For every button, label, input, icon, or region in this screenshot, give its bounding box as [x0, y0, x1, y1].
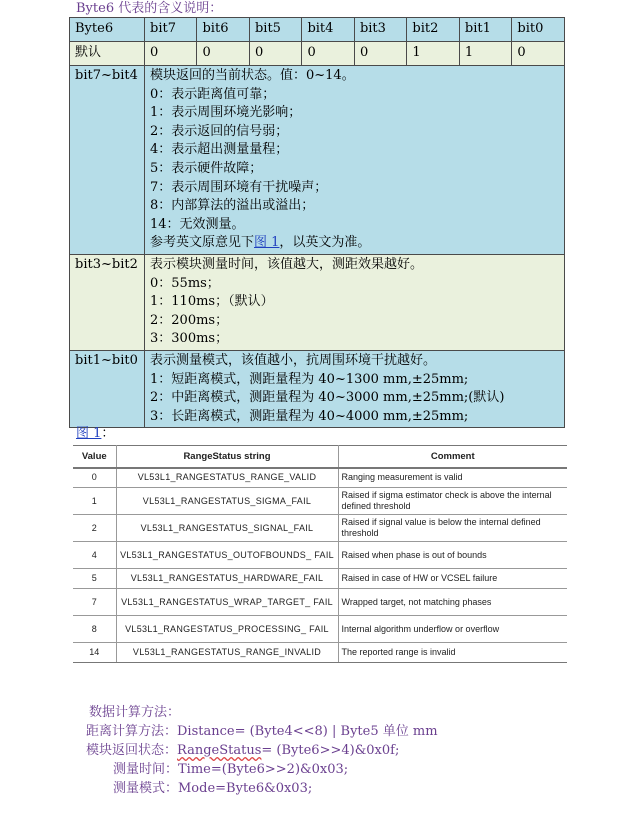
default-cell: 0 [197, 42, 249, 66]
table-row [73, 643, 567, 663]
description-line: 5：表示硬件故障； [150, 160, 263, 176]
description-line: 2：表示返回的信号弱； [150, 123, 289, 139]
status-comment: Wrapped target, not matching phases [338, 589, 567, 616]
description-line: 14：无效测量。 [150, 216, 245, 232]
default-cell: 0 [145, 42, 197, 66]
status-string: VL53L1_RANGESTATUS_RANGE_VALID [116, 468, 338, 488]
reference-suffix: ，以英文为准。 [279, 235, 371, 251]
default-cell: 0 [354, 42, 406, 66]
section-label: bit3~bit2 [70, 254, 145, 350]
default-cell: 0 [512, 42, 565, 66]
header-cell: bit0 [512, 18, 565, 42]
status-formula-suffix: = (Byte6>>4)&0x0f; [261, 743, 400, 758]
status-string: VL53L1_RANGESTATUS_SIGNAL_FAIL [116, 515, 338, 542]
description-line: 1：表示周围环境光影响； [150, 105, 302, 121]
header-cell: bit4 [302, 18, 354, 42]
description-line: 8：内部算法的溢出或溢出； [150, 198, 315, 214]
status-comment: The reported range is invalid [338, 643, 567, 663]
section-bit1-bit0 [70, 350, 565, 427]
status-string: VL53L1_RANGESTATUS_SIGMA_FAIL [116, 488, 338, 515]
status-comment: Raised when phase is out of bounds [338, 542, 567, 569]
table-row [73, 468, 567, 488]
status-comment: Raised if signal value is below the internal defined threshold [338, 515, 567, 542]
table-row [73, 569, 567, 589]
figure-1-label [76, 425, 114, 443]
status-comment: Raised in case of HW or VCSEL failure [338, 569, 567, 589]
default-label-cell: 默认 [70, 42, 145, 66]
section-label: bit7~bit4 [70, 66, 145, 255]
status-value: 4 [73, 542, 116, 569]
status-comment: Ranging measurement is valid [338, 468, 567, 488]
status-string: VL53L1_RANGESTATUS_RANGE_INVALID [116, 643, 338, 663]
description-line: 0：表示距离值可靠； [150, 86, 276, 102]
table-row [73, 488, 567, 515]
description-line: 1：短距离模式，测距量程为 40~1300 mm,±25mm; [150, 371, 469, 387]
range-status-header-row [73, 446, 567, 468]
status-value: 7 [73, 589, 116, 616]
figure-1-link[interactable]: 图 1 [254, 235, 280, 251]
default-cell: 1 [407, 42, 459, 66]
status-string: VL53L1_RANGESTATUS_OUTOFBOUNDS_ FAIL [116, 542, 338, 569]
section-bit7-bit4 [70, 66, 565, 255]
table-row [73, 542, 567, 569]
default-cell: 0 [249, 42, 301, 66]
header-cell: bit2 [407, 18, 459, 42]
status-string: VL53L1_RANGESTATUS_WRAP_TARGET_ FAIL [116, 589, 338, 616]
header-cell: bit7 [145, 18, 197, 42]
header-cell: bit1 [459, 18, 511, 42]
byte6-bits-table [69, 17, 565, 428]
calculation-title: 数据计算方法： [89, 705, 181, 720]
table-row [73, 589, 567, 616]
default-cell: 0 [302, 42, 354, 66]
description-line: 3：长距离模式，测距量程为 40~4000 mm,±25mm; [150, 408, 469, 424]
calculation-section [87, 703, 438, 798]
status-formula-variable: RangeStatus [177, 743, 262, 758]
time-formula: 测量时间：Time=(Byte6>>2)&0x03; [113, 762, 349, 777]
section-label: bit1~bit0 [70, 350, 145, 427]
status-comment: Raised if sigma estimator check is above the internal defined threshold [338, 488, 567, 515]
description-line: 1：110ms；（默认） [150, 294, 274, 310]
header-cell: Byte6 [70, 18, 145, 42]
section-description [145, 254, 565, 350]
default-cell: 1 [459, 42, 511, 66]
description-line: 模块返回的当前状态。值：0~14。 [150, 68, 355, 83]
reference-prefix: 参考英文原意见下 [150, 235, 255, 251]
description-line: 4：表示超出测量量程； [150, 142, 289, 158]
status-value: 1 [73, 488, 116, 515]
description-line: 3：300ms； [150, 331, 229, 347]
status-value: 5 [73, 569, 116, 589]
header-cell: bit3 [354, 18, 406, 42]
range-status-table [73, 445, 567, 663]
section-description [145, 66, 565, 255]
description-line: 表示模块测量时间，该值越大，测距效果越好。 [150, 256, 424, 272]
table-row [73, 616, 567, 643]
figure-1-anchor[interactable]: 图 1 [76, 426, 102, 441]
status-formula [86, 741, 438, 760]
description-line: 2：200ms； [150, 312, 229, 328]
description-line: 0：55ms； [150, 275, 220, 291]
status-comment: Internal algorithm underflow or overflow [338, 616, 567, 643]
status-string: VL53L1_RANGESTATUS_HARDWARE_FAIL [116, 569, 338, 589]
header-cell: bit6 [197, 18, 249, 42]
description-line: 2：中距离模式，测距量程为 40~3000 mm,±25mm;(默认) [150, 390, 505, 406]
mode-formula: 测量模式：Mode=Byte6&0x03; [113, 781, 313, 796]
status-formula-prefix: 模块返回状态： [86, 743, 178, 758]
header-cell: bit5 [249, 18, 301, 42]
bits-default-row [70, 42, 565, 66]
section-bit3-bit2 [70, 254, 565, 350]
bits-header-row [70, 18, 565, 42]
description-line: 表示测量模式，该值越小，抗周围环境干扰越好。 [150, 352, 437, 368]
value-column-header: Value [73, 446, 116, 468]
description-line: 7：表示周围环境有干扰噪声； [150, 179, 328, 195]
status-value: 8 [73, 616, 116, 643]
section-description [145, 350, 565, 427]
byte6-caption: Byte6 代表的含义说明： [76, 1, 223, 16]
status-value: 2 [73, 515, 116, 542]
status-string: VL53L1_RANGESTATUS_PROCESSING_ FAIL [116, 616, 338, 643]
distance-formula: 距离计算方法：Distance= (Byte4<<8) | Byte5 单位 mm [86, 724, 438, 739]
table-row [73, 515, 567, 542]
figure-1-colon: ： [101, 426, 115, 441]
reference-line [150, 234, 559, 253]
comment-column-header: Comment [338, 446, 567, 468]
string-column-header: RangeStatus string [116, 446, 338, 468]
status-value: 14 [73, 643, 116, 663]
status-value: 0 [73, 468, 116, 488]
